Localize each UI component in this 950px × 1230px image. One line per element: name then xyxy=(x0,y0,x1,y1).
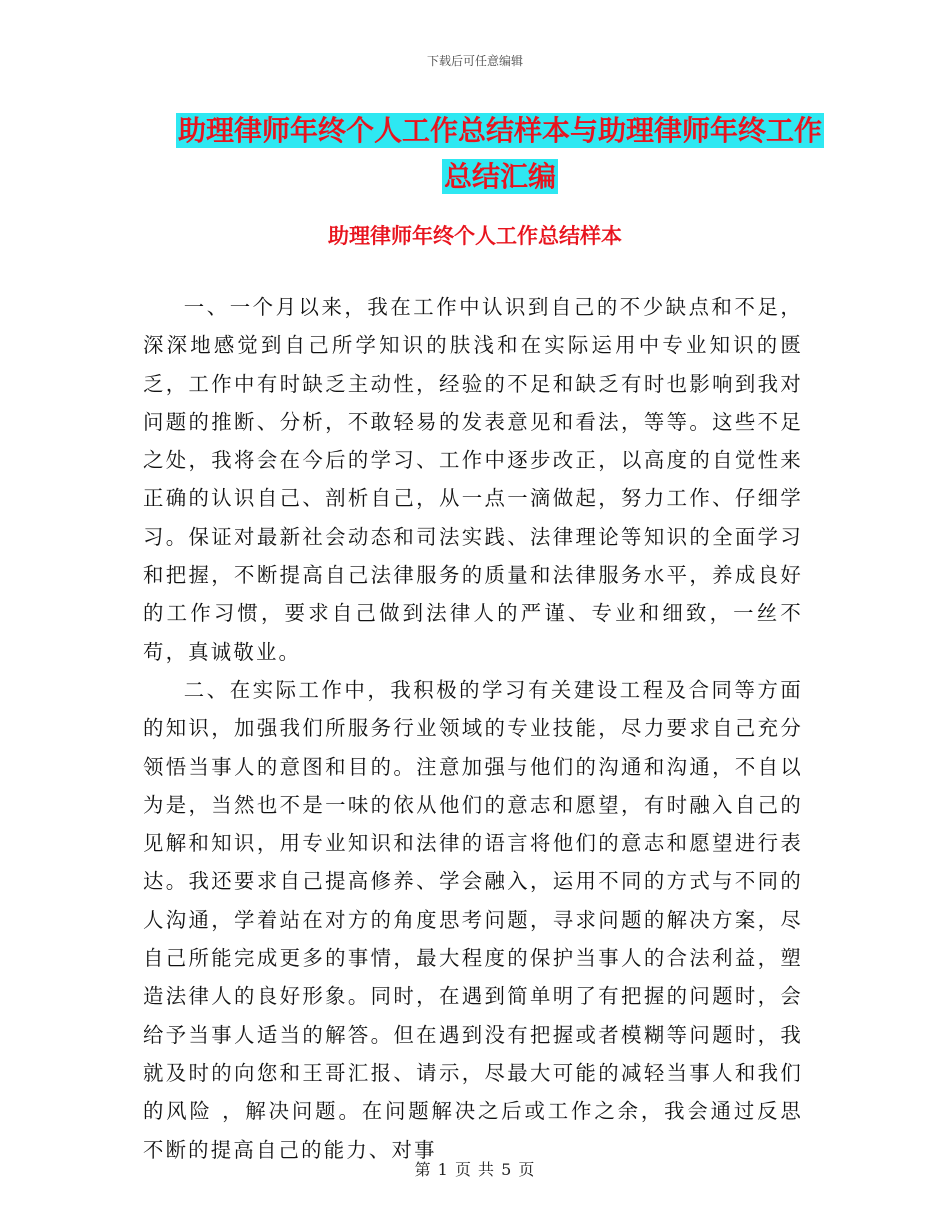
body-text xyxy=(143,288,803,1169)
document-title xyxy=(150,108,850,200)
paragraph-2: 二、在实际工作中，我积极的学习有关建设工程及合同等方面的知识，加强我们所服务行业领域的专业技能，尽力要求自己充分领悟当事人的意图和目的。注意加强与他们的沟通和沟通，不自以为是，当然也不是一味的依从他们的意志和愿望，有时融入自己的见解和知识，用专业知识和法律的语言将他们的意志和愿望进行表达。我还要求自己提高修养、学会融入，运用不同的方式与不同的人沟通，学着站在对方的角度思考问题，寻求问题的解决方案，尽自己所能完成更多的事情，最大程度的保护当事人的合法利益，塑造法律人的良好形象。同时，在遇到简单明了有把握的问题时，会给予当事人适当的解答。但在遇到没有把握或者模糊等问题时，我就及时的向您和王哥汇报、请示，尽最大可能的减轻当事人和我们的风险 ，解决问题。在问题解决之后或工作之余，我会通过反思不断的提高自己的能力、对事 xyxy=(143,677,803,1162)
title-line-1: 助理律师年终个人工作总结样本与助理律师年终工作 xyxy=(177,114,822,147)
paragraph-1: 一、一个月以来，我在工作中认识到自己的不少缺点和不足，深深地感觉到自己所学知识的肤浅和在实际运用中专业知识的匮乏，工作中有时缺乏主动性，经验的不足和缺乏有时也影响到我对问题的推断、分析，不敢轻易的发表意见和看法，等等。这些不足之处，我将会在今后的学习、工作中逐步改正，以高度的自觉性来正确的认识自己、剖析自己，从一点一滴做起，努力工作、仔细学习。保证对最新社会动态和司法实践、法律理论等知识的全面学习和把握，不断提高自己法律服务的质量和法律服务水平，养成良好的工作习惯，要求自己做到法律人的严谨、专业和细致，一丝不苟，真诚敬业。 xyxy=(143,295,803,664)
section-title: 助理律师年终个人工作总结样本 xyxy=(328,224,622,248)
page-footer: 第 1 页 共 5 页 xyxy=(414,1160,536,1179)
title-line-2: 总结汇编 xyxy=(443,160,556,193)
header-note: 下载后可任意编辑 xyxy=(426,54,523,68)
